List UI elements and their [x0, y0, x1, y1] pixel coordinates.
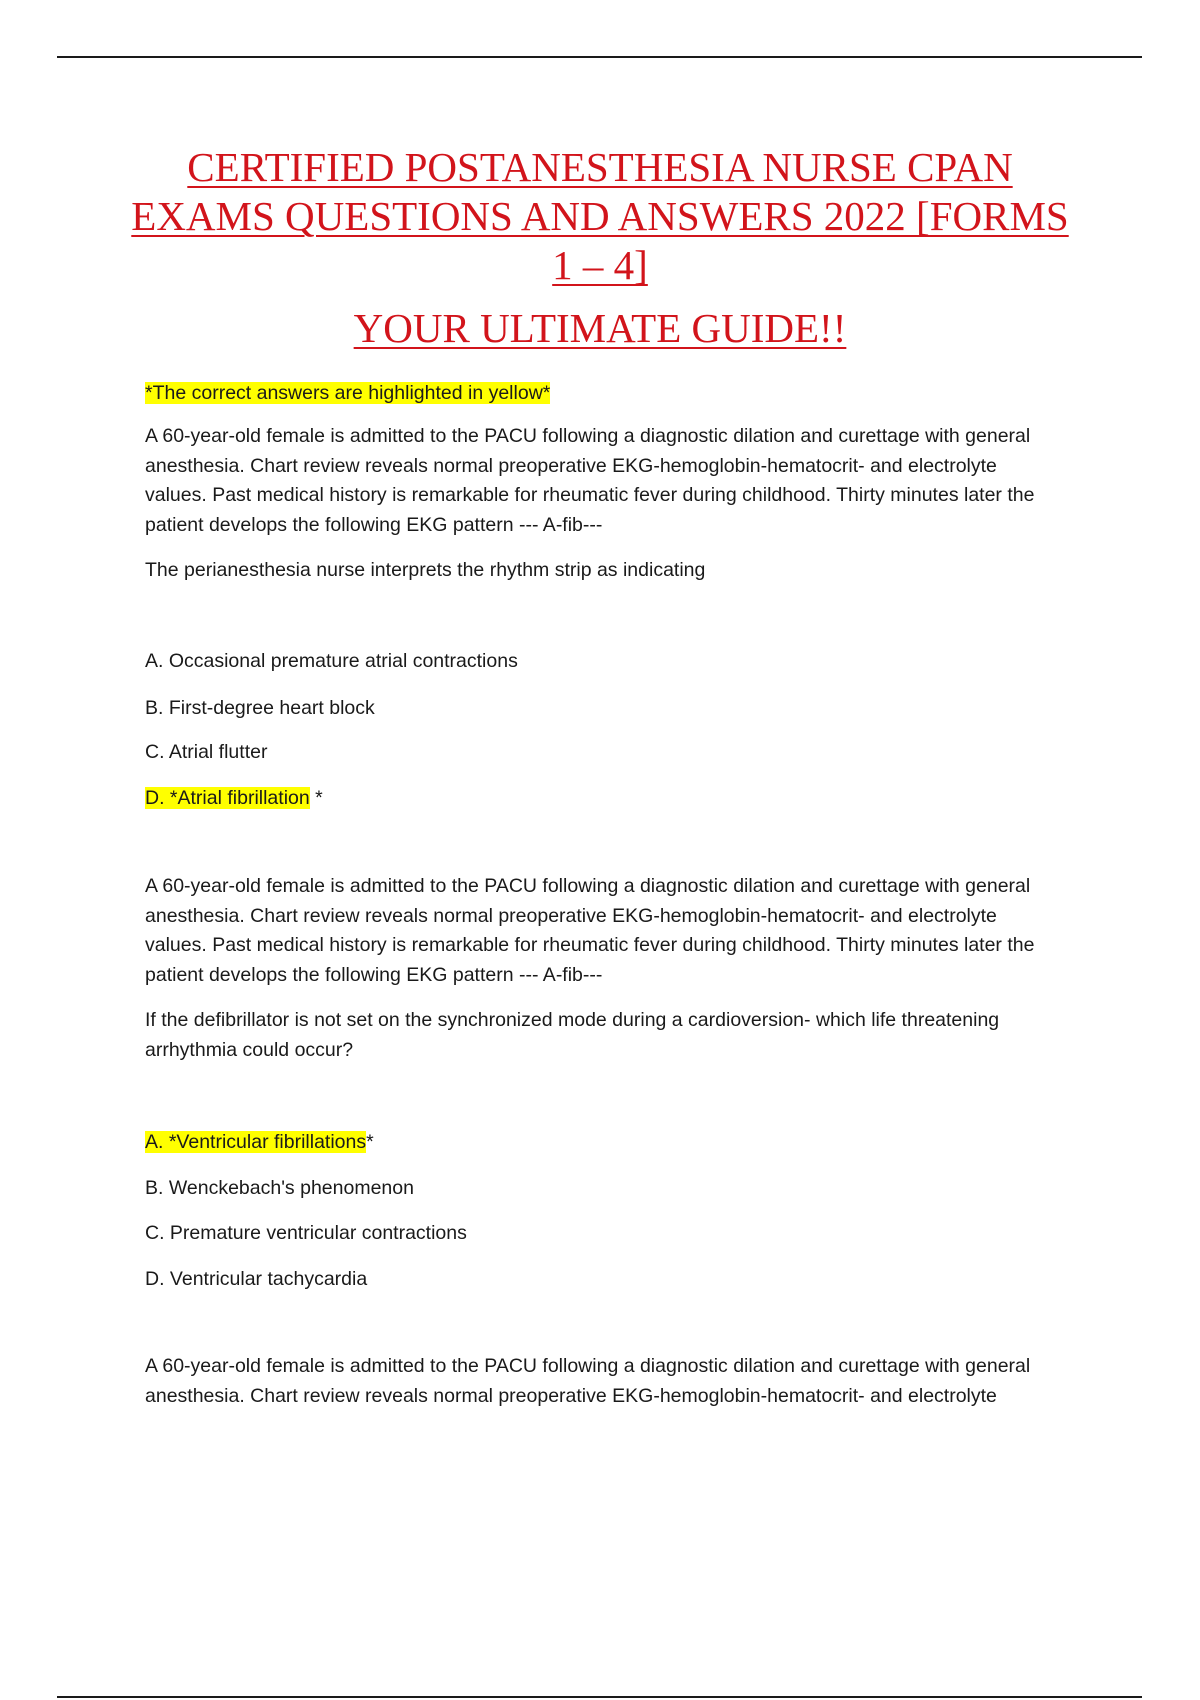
- question-1-stem: [145, 422, 1090, 540]
- question-2-prompt-line: If the defibrillator is not set on the synchronized mode during a cardioversion- which life threatening: [145, 1009, 1000, 1031]
- question-1-stem-line: A 60-year-old female is admitted to the PACU following a diagnostic dilation and curettage with general: [145, 425, 1031, 447]
- document-subtitle: YOUR ULTIMATE GUIDE!!: [353, 305, 847, 351]
- question-3-stem-line: A 60-year-old female is admitted to the PACU following a diagnostic dilation and curettage with general: [145, 1355, 1031, 1377]
- document-title: [130, 143, 1070, 353]
- top-rule: [57, 56, 1142, 58]
- question-2-stem: [145, 872, 1090, 990]
- question-3-stem-line: anesthesia. Chart review reveals normal preoperative EKG-hemoglobin-hematocrit- and electrolyte: [145, 1384, 997, 1407]
- question-2-option-a-suffix: *: [366, 1131, 374, 1153]
- question-3-stem: [145, 1352, 1090, 1411]
- bottom-rule: [57, 1696, 1142, 1698]
- question-1-prompt: The perianesthesia nurse interprets the rhythm strip as indicating: [145, 559, 706, 581]
- answer-key-note: [145, 380, 550, 406]
- question-1-option-d-suffix: *: [309, 787, 323, 809]
- question-2-option-b: B. Wenckebach's phenomenon: [145, 1177, 414, 1199]
- question-1-option-c: C. Atrial flutter: [145, 741, 268, 763]
- question-2-option-a: [145, 1129, 374, 1155]
- question-2-correct-answer: A. *Ventricular fibrillations: [145, 1131, 367, 1153]
- question-1-option-a: A. Occasional premature atrial contractions: [145, 650, 518, 672]
- question-2-stem-line: patient develops the following EKG pattern --- A-fib---: [145, 963, 603, 986]
- question-1-option-b: B. First-degree heart block: [145, 697, 375, 719]
- question-2-option-d: D. Ventricular tachycardia: [145, 1268, 368, 1290]
- title-line-3: 1 – 4]: [552, 242, 648, 288]
- question-2-prompt-line: arrhythmia could occur?: [145, 1038, 354, 1061]
- question-1-stem-line: anesthesia. Chart review reveals normal preoperative EKG-hemoglobin-hematocrit- and electrolyte: [145, 454, 997, 477]
- question-1-stem-line: patient develops the following EKG pattern --- A-fib---: [145, 513, 603, 536]
- question-2-option-c: C. Premature ventricular contractions: [145, 1222, 467, 1244]
- question-2-stem-line: anesthesia. Chart review reveals normal preoperative EKG-hemoglobin-hematocrit- and electrolyte: [145, 904, 997, 927]
- question-1-option-d: [145, 785, 323, 811]
- title-line-1: CERTIFIED POSTANESTHESIA NURSE CPAN: [187, 144, 1013, 190]
- title-line-2: EXAMS QUESTIONS AND ANSWERS 2022 [FORMS: [131, 193, 1069, 239]
- question-2-prompt: [145, 1006, 1090, 1065]
- question-1-stem-line: values. Past medical history is remarkable for rheumatic fever during childhood. Thirty minutes later the: [145, 484, 1035, 506]
- question-1-correct-answer: D. *Atrial fibrillation: [145, 787, 310, 809]
- question-2-stem-line: A 60-year-old female is admitted to the PACU following a diagnostic dilation and curettage with general: [145, 875, 1031, 897]
- answer-key-note-text: *The correct answers are highlighted in yellow*: [145, 382, 551, 404]
- question-2-stem-line: values. Past medical history is remarkable for rheumatic fever during childhood. Thirty minutes later the: [145, 934, 1035, 956]
